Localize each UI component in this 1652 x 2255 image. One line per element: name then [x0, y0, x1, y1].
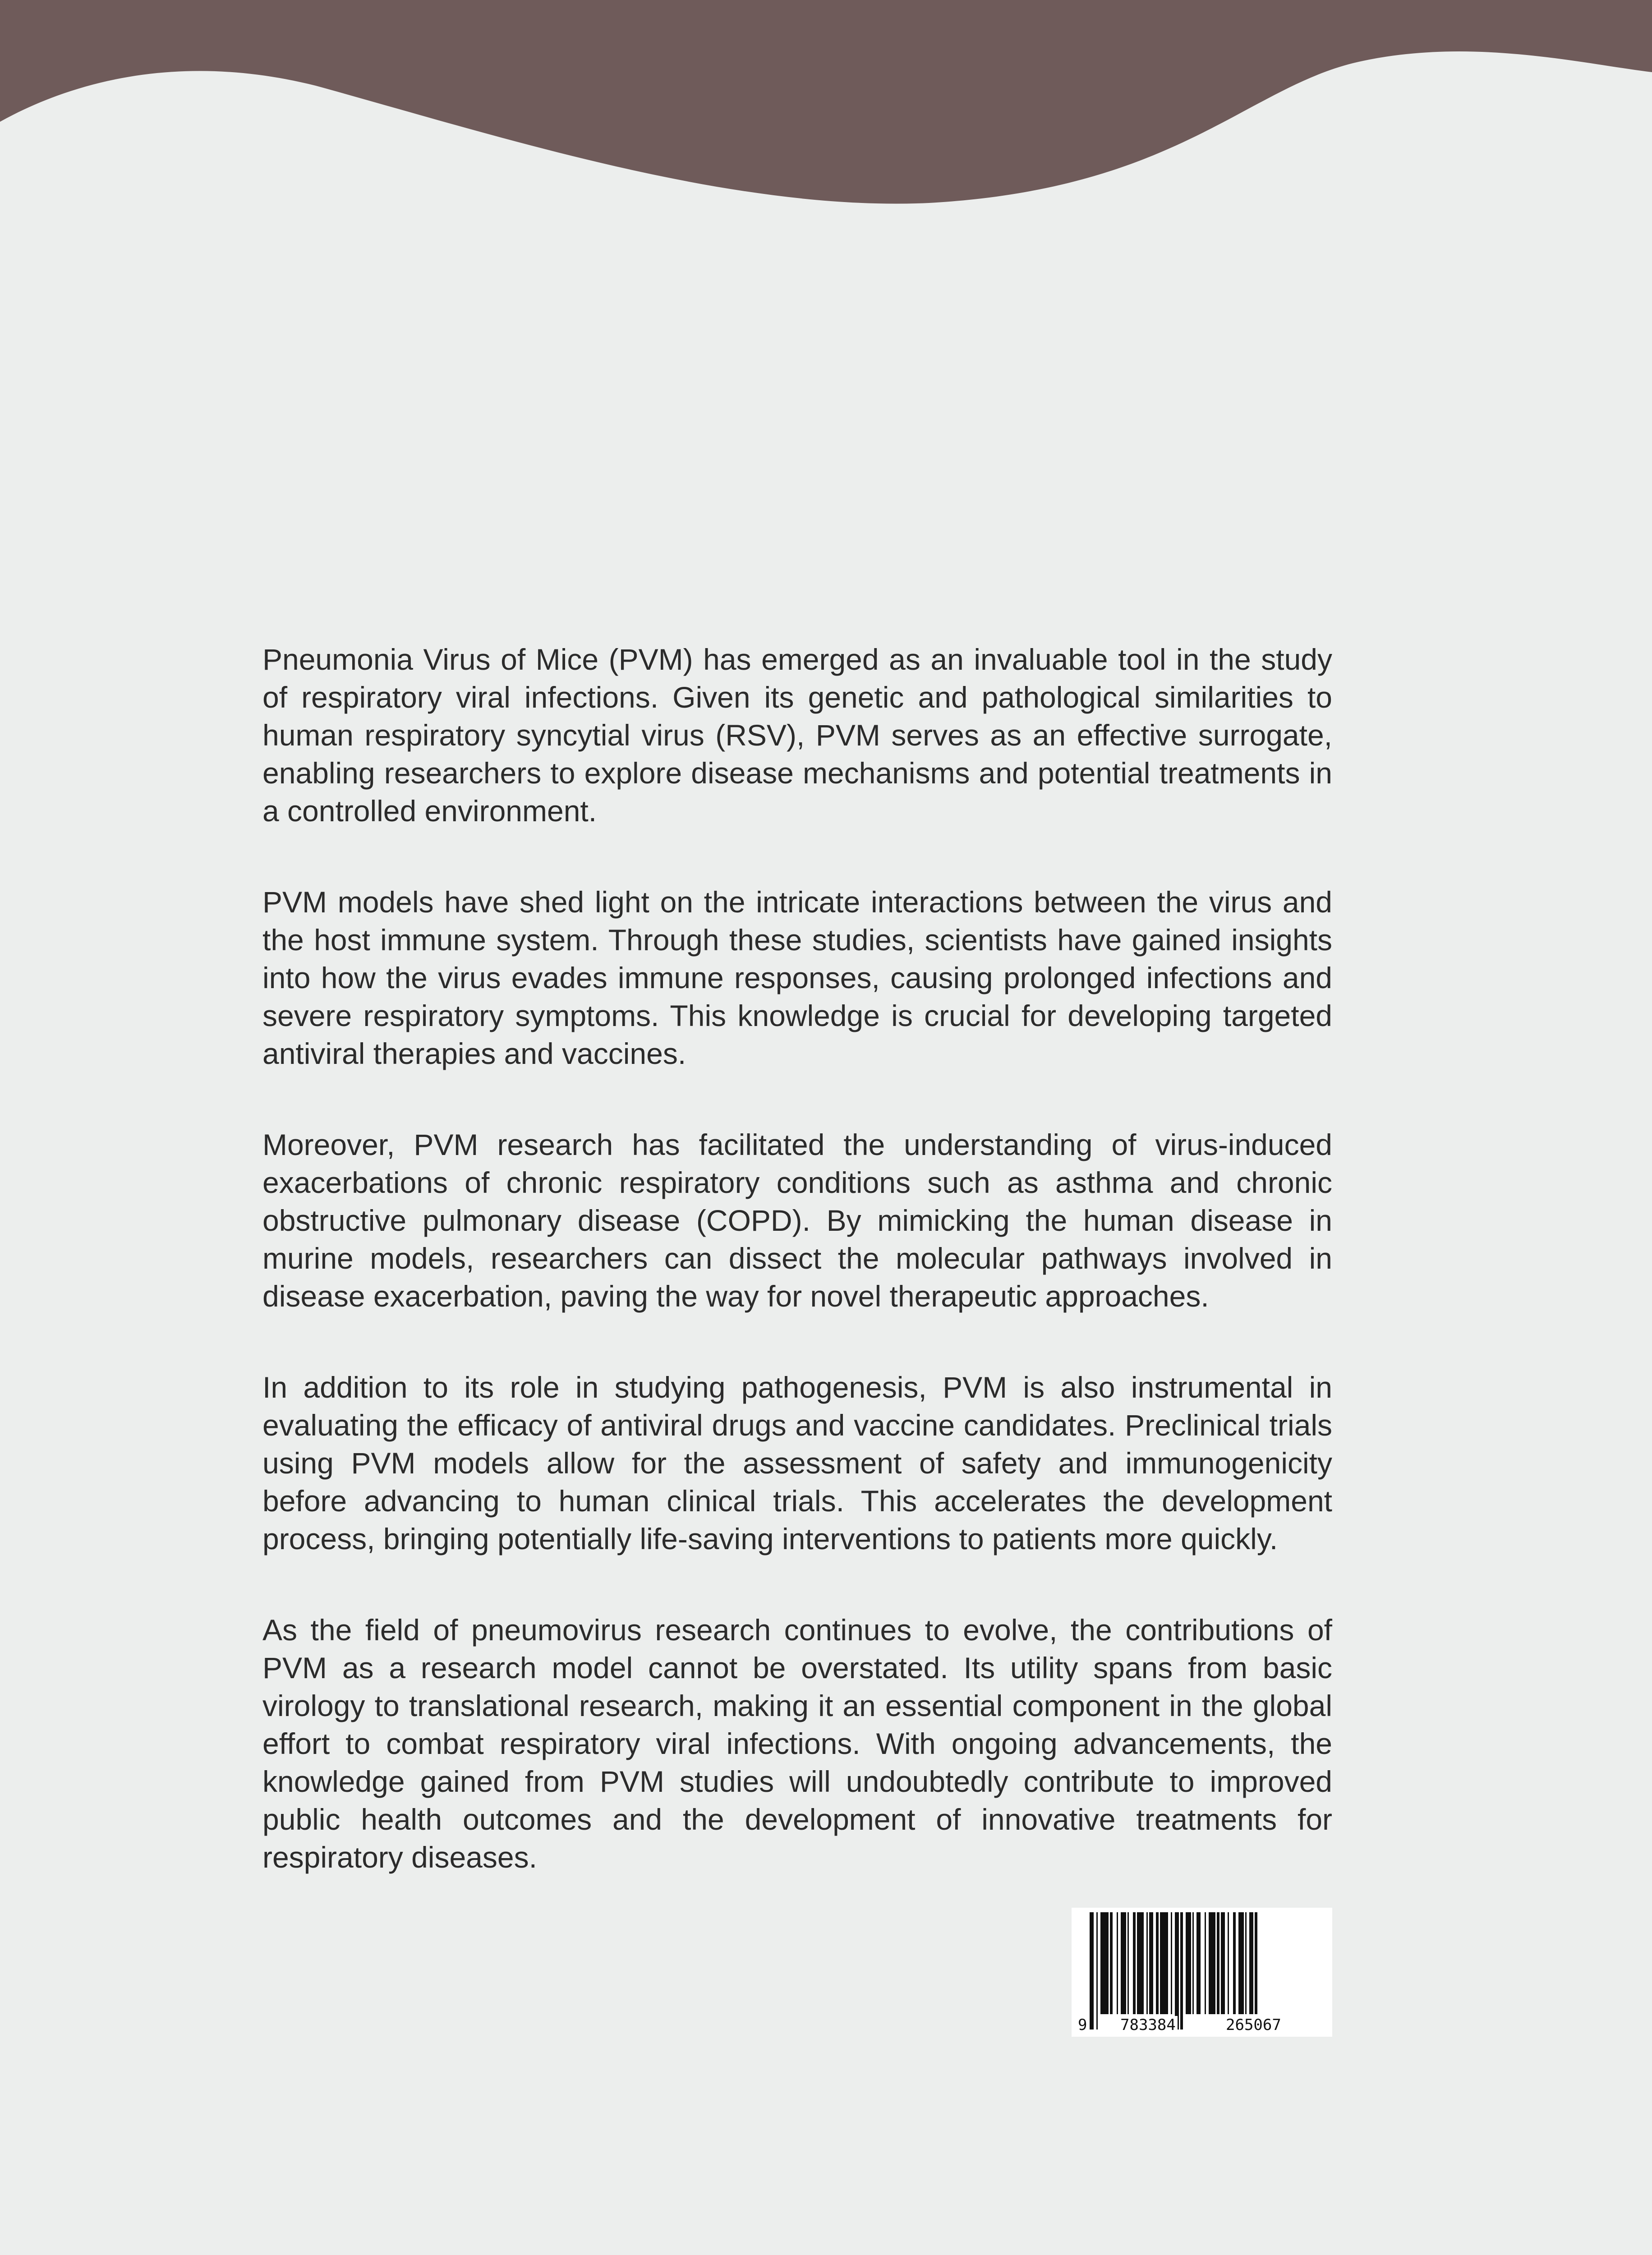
barcode-bar [1180, 1912, 1183, 2030]
barcode-bar [1171, 1912, 1172, 2014]
isbn-barcode [1072, 1908, 1332, 2037]
back-cover-blurb [262, 640, 1332, 1876]
barcode-bar [1090, 1912, 1094, 2030]
barcode-bar [1255, 1912, 1257, 2014]
barcode-digits [1072, 2016, 1332, 2034]
barcode-bar [1100, 1912, 1109, 2014]
barcode-bar [1228, 1912, 1229, 2014]
barcode-bar [1192, 1912, 1194, 2014]
barcode-digits-right: 265067 [1224, 2016, 1283, 2034]
barcode-bar [1149, 1912, 1153, 2014]
blurb-paragraph-2: PVM models have shed light on the intricate interactions between the virus and the host immune system. Through these studies, scientists have gained insights into how the virus evades immune responses, causing prolonged infections and severe respiratory symptoms. This knowledge is crucial for developing targeted antiviral therapies and vaccines. [262, 885, 1332, 1070]
blurb-paragraph-1: Pneumonia Virus of Mice (PVM) has emerged as an invaluable tool in the study of respiratory viral infections. Given its genetic and pathological similarities to human respiratory syncytial virus (RSV), PVM serves as an effective surrogate, enabling researchers to explore disease mechanisms and potential treatments in a controlled environment. [262, 643, 1332, 828]
barcode-bar [1245, 1912, 1247, 2014]
barcode-bar [1117, 1912, 1118, 2014]
blurb-paragraph-4: In addition to its role in studying pathogenesis, PVM is also instrumental in evaluating the efficacy of antiviral drugs and vaccine candidates. Preclinical trials using PVM models allow for the assessment of safety and immunogenicity before advancing to human clinical trials. This accelerates the development process, bringing potentially life-saving interventions to patients more quickly. [262, 1371, 1332, 1555]
barcode-bar [1160, 1912, 1168, 2014]
barcode-bar [1249, 1912, 1253, 2014]
barcode-bar [1137, 1912, 1144, 2014]
barcode-bar [1196, 1912, 1201, 2014]
barcode-bar [1186, 1912, 1191, 2014]
barcode-bar [1217, 1912, 1219, 2014]
barcode-bar [1238, 1912, 1244, 2014]
barcode-bar [1175, 1912, 1179, 2030]
blurb-paragraph-3: Moreover, PVM research has facilitated the understanding of virus-induced exacerbations of chronic respiratory conditions such as asthma and chronic obstructive pulmonary disease (COPD). By mimicking the human disease in murine models, researchers can dissect the molecular pathways involved in disease exacerbation, paving the way for novel therapeutic approaches. [262, 1128, 1332, 1313]
barcode-bar [1133, 1912, 1136, 2014]
barcode-digits-left: 783384 [1118, 2016, 1178, 2034]
barcode-bar [1121, 1912, 1126, 2014]
barcode-bar [1233, 1912, 1236, 2014]
blurb-paragraph-5: As the field of pneumovirus research continues to evolve, the contributions of PVM as a research model cannot be overstated. Its utility spans from basic virology to translational research, making it an essential component in the global effort to combat respiratory viral infections. With ongoing advancements, the knowledge gained from PVM studies will undoubtedly contribute to improved public health outcomes and the development of innovative treatments for respiratory diseases. [262, 1613, 1332, 1874]
barcode-bar [1221, 1912, 1225, 2014]
barcode-bar [1156, 1912, 1159, 2014]
barcode-bar [1209, 1912, 1215, 2014]
barcode-digit-first: 9 [1076, 2016, 1089, 2034]
barcode-bar [1146, 1912, 1148, 2014]
barcode-bar [1096, 1912, 1098, 2030]
barcode-bar [1205, 1912, 1206, 2014]
top-wave-decoration [0, 0, 1652, 207]
barcode-bar [1127, 1912, 1129, 2014]
barcode-bar [1110, 1912, 1113, 2014]
